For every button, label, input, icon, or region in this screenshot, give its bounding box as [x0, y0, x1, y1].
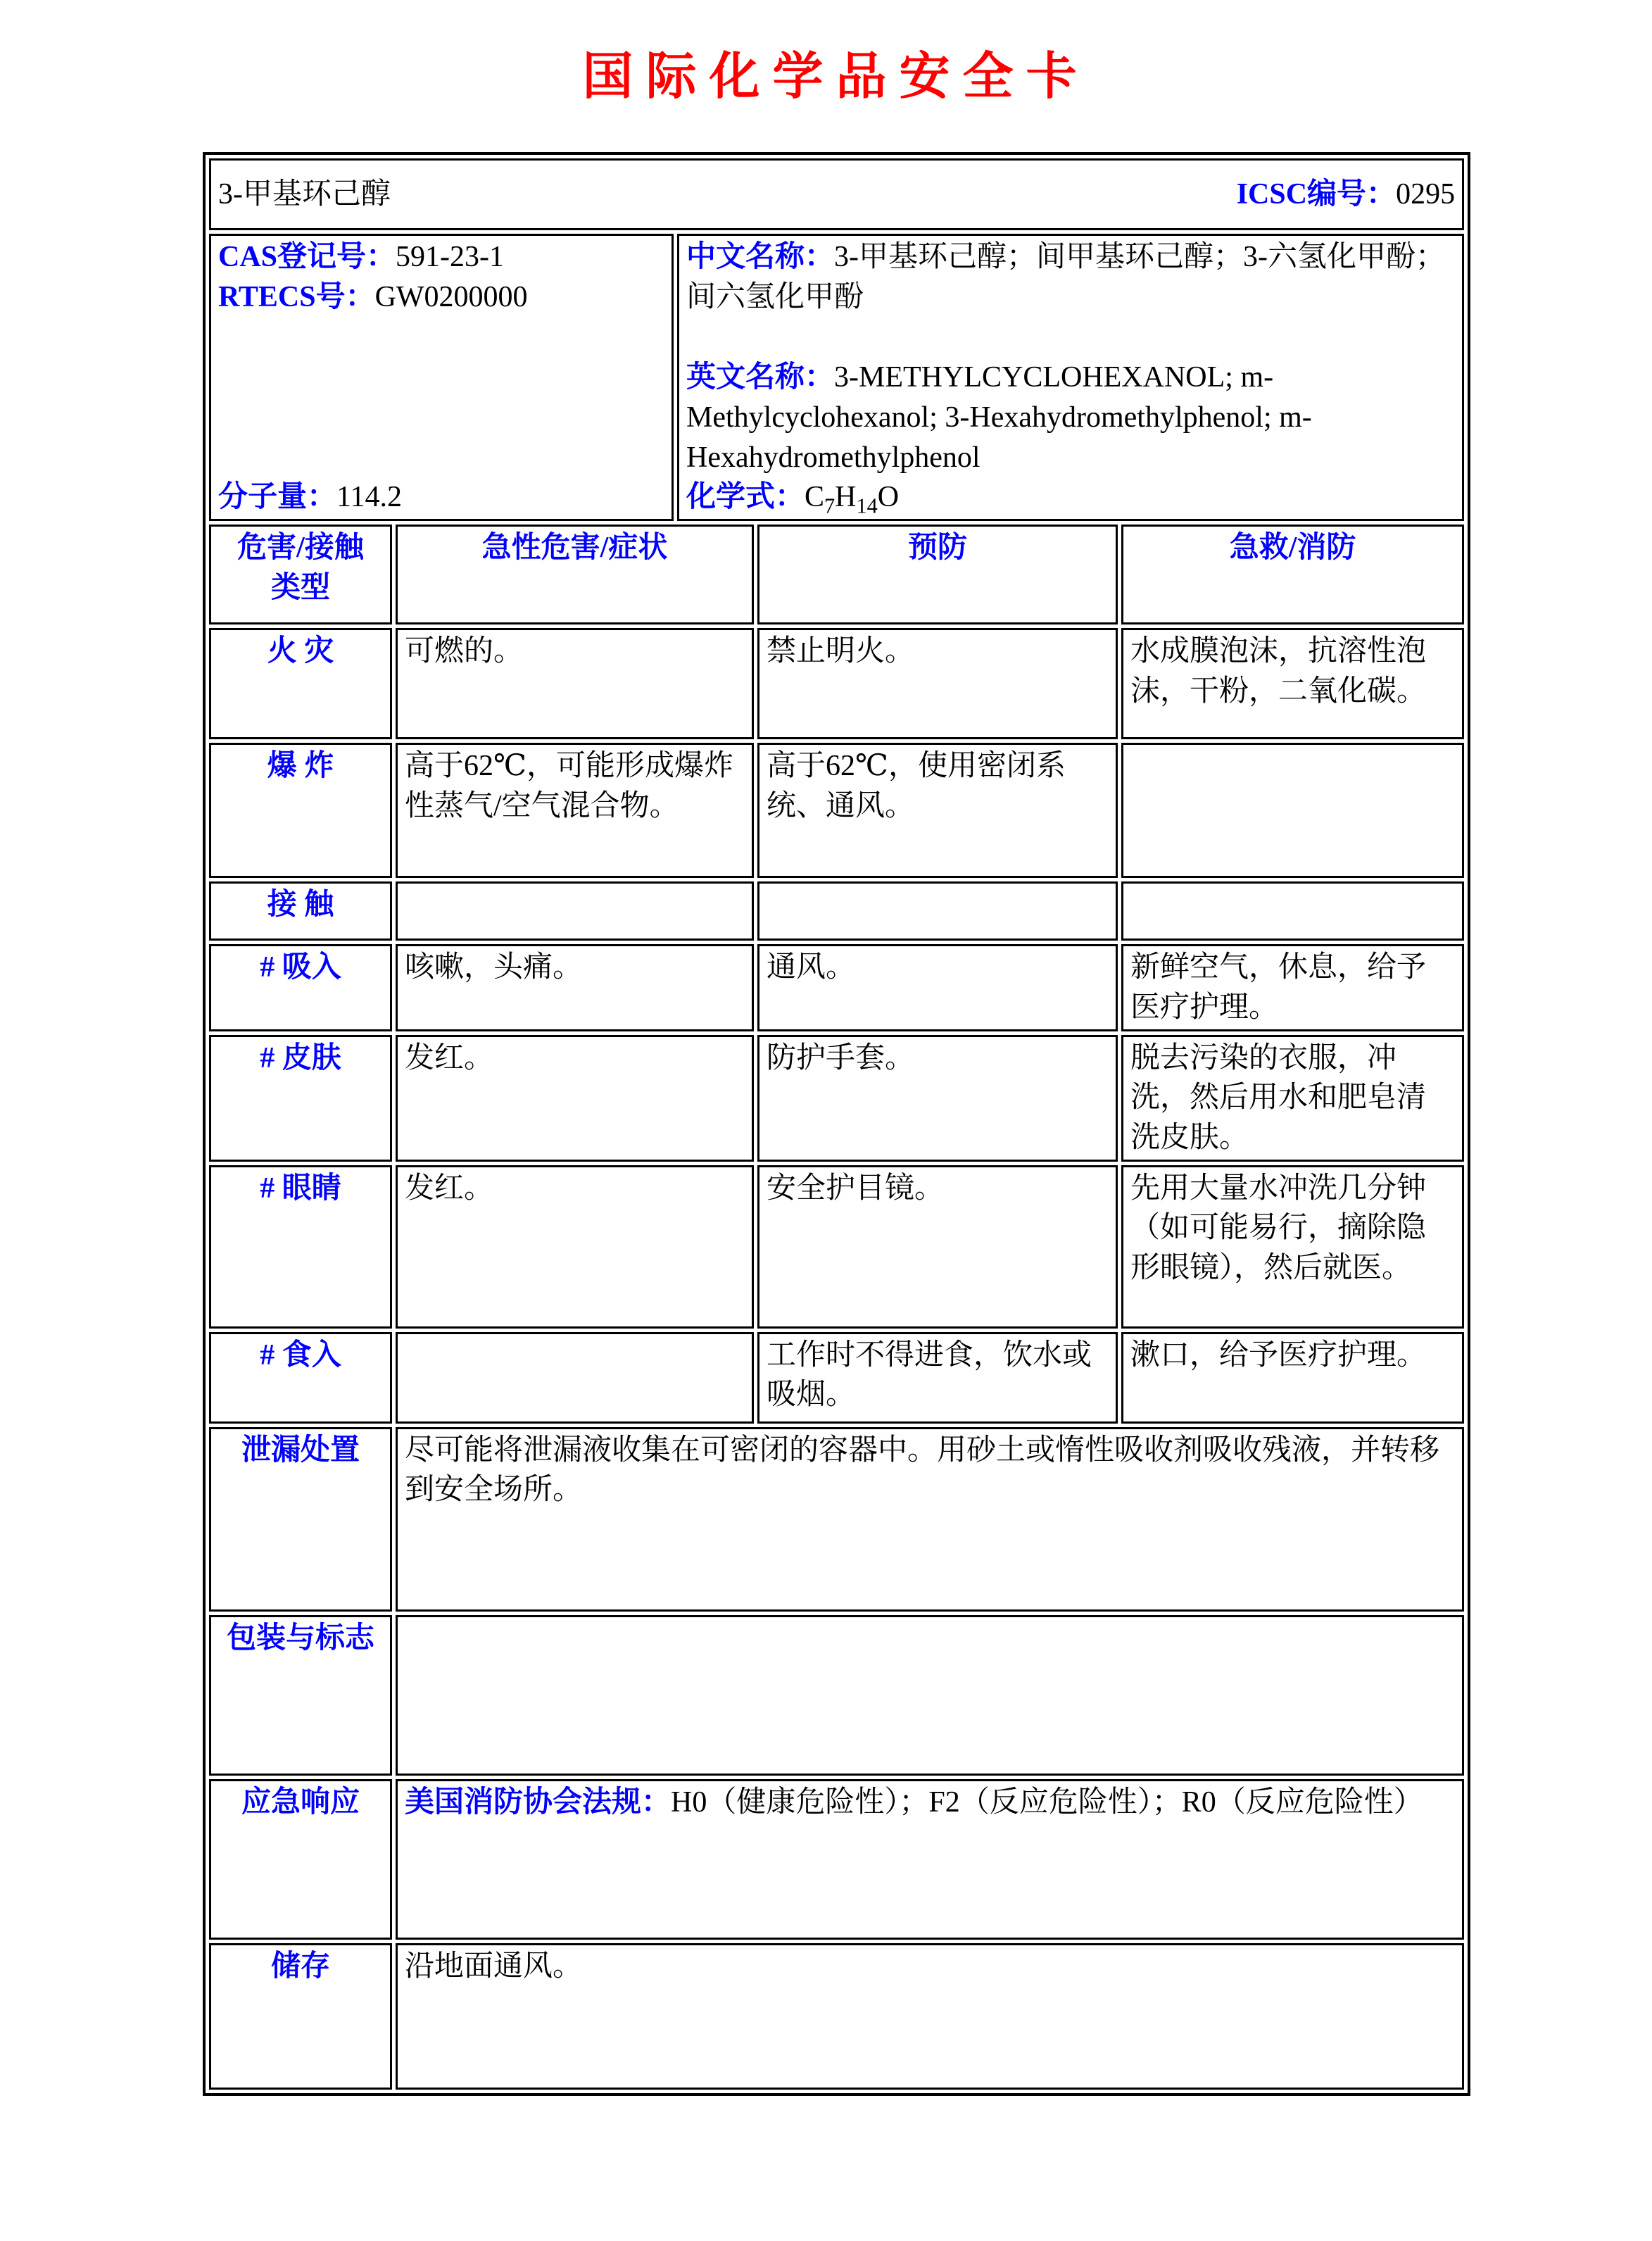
cell-inhalation-symptoms: 咳嗽，头痛。 [396, 944, 754, 1031]
rtecs-value: GW0200000 [374, 280, 528, 313]
nfpa-codes: H0（健康危险性）；F2（反应危险性）；R0（反应危险性） [671, 1785, 1423, 1819]
row-skin-label: # 皮肤 [209, 1035, 392, 1162]
row-ingestion-label: # 食入 [209, 1332, 392, 1424]
header-prevention: 预防 [757, 525, 1118, 624]
cell-eyes-prevention: 安全护目镜。 [757, 1165, 1118, 1329]
row-spillage-label: 泄漏处置 [209, 1427, 392, 1612]
cell-explosion-firstaid [1121, 743, 1464, 878]
row-emergency-label: 应急响应 [209, 1779, 392, 1940]
header-acute-hazards: 急性危害/症状 [396, 525, 754, 624]
row-fire [209, 628, 1464, 739]
chemical-formula: $C_7H_{14}O$ [805, 481, 900, 518]
cell-inhalation-firstaid: 新鲜空气，休息，给予医疗护理。 [1121, 944, 1464, 1031]
cell-fire-firstaid: 水成膜泡沫，抗溶性泡沫，干粉，二氧化碳。 [1121, 628, 1464, 739]
icsc-number: 0295 [1396, 177, 1456, 211]
row-skin [209, 1035, 1464, 1162]
cell-explosion-prevention: 高于62℃，使用密闭系统、通风。 [757, 743, 1118, 878]
icsc-card-table [203, 152, 1470, 2096]
identification-left-cell [209, 234, 674, 521]
cell-storage-content: 沿地面通风。 [396, 1943, 1464, 2090]
chinese-name-value: 3-甲基环己醇；间甲基环己醇；3-六氢化甲酚；间六氢化甲酚 [686, 241, 1445, 313]
cas-value: 591-23-1 [396, 241, 505, 273]
cell-exposure-prevention [757, 881, 1118, 941]
cell-explosion-symptoms: 高于62℃，可能形成爆炸性蒸气/空气混合物。 [396, 743, 754, 878]
row-emergency [209, 1779, 1464, 1940]
formula-line [686, 477, 1455, 517]
cell-spillage-content: 尽可能将泄漏液收集在可密闭的容器中。用砂土或惰性吸收剂吸收残液，并转移到安全场所。 [396, 1427, 1464, 1612]
spacer [218, 317, 664, 477]
cas-label: CAS登记号： [218, 241, 396, 273]
page-title: 国际化学品安全卡 [582, 49, 1090, 105]
formula-label: 化学式： [686, 481, 805, 514]
row-storage [209, 1943, 1464, 2090]
cell-skin-firstaid: 脱去污染的衣服，冲洗，然后用水和肥皂清洗皮肤。 [1121, 1035, 1464, 1162]
row-exposure-label: 接 触 [209, 881, 392, 941]
identification-right-cell [677, 234, 1464, 521]
cell-ingestion-firstaid: 漱口，给予医疗护理。 [1121, 1332, 1464, 1424]
cell-skin-prevention: 防护手套。 [757, 1035, 1118, 1162]
row-exposure [209, 881, 1464, 941]
header-hazard-type: 危害/接触 类型 [209, 525, 392, 624]
row-spillage [209, 1427, 1464, 1612]
cell-ingestion-symptoms [396, 1332, 754, 1424]
molecular-weight-value: 114.2 [336, 481, 402, 514]
title-row-cell [209, 158, 1464, 230]
row-fire-label: 火 灾 [209, 628, 392, 739]
row-packaging-label: 包装与标志 [209, 1615, 392, 1776]
english-name-block [686, 358, 1455, 477]
icsc-number-group [1237, 175, 1455, 215]
identification-row [209, 234, 1464, 521]
cell-skin-symptoms: 发红。 [396, 1035, 754, 1162]
row-inhalation [209, 944, 1464, 1031]
row-inhalation-label: # 吸入 [209, 944, 392, 1031]
row-eyes-label: # 眼睛 [209, 1165, 392, 1329]
cell-ingestion-prevention: 工作时不得进食，饮水或吸烟。 [757, 1332, 1118, 1424]
icsc-label: ICSC编号： [1236, 177, 1396, 211]
row-storage-label: 储存 [209, 1943, 392, 2090]
row-explosion-label: 爆 炸 [209, 743, 392, 878]
molecular-weight-label: 分子量： [218, 481, 337, 514]
chinese-name-block [686, 237, 1455, 317]
cell-exposure-symptoms [396, 881, 754, 941]
chinese-name-label: 中文名称： [686, 241, 835, 273]
cell-exposure-firstaid [1121, 881, 1464, 941]
row-explosion [209, 743, 1464, 878]
chemical-name: 3-甲基环己醇 [218, 177, 391, 211]
title-row [209, 158, 1464, 230]
rtecs-label: RTECS号： [218, 280, 375, 313]
cas-line [218, 237, 664, 277]
molecular-weight-line [218, 477, 664, 517]
cell-fire-symptoms: 可燃的。 [396, 628, 754, 739]
row-ingestion [209, 1332, 1464, 1424]
cell-eyes-firstaid: 先用大量水冲洗几分钟（如可能易行，摘除隐形眼镜），然后就医。 [1121, 1165, 1464, 1329]
cell-eyes-symptoms: 发红。 [396, 1165, 754, 1329]
english-name-value: 3-METHYLCYCLOHEXANOL; m-Methylcyclohexanol; 3-Hexahydromethylphenol; m-Hexahydromethylphenol [686, 361, 1312, 474]
cell-inhalation-prevention: 通风。 [757, 944, 1118, 1031]
icsc-document [203, 35, 1469, 2096]
cell-fire-prevention: 禁止明火。 [757, 628, 1118, 739]
header-first-aid: 急救/消防 [1121, 525, 1464, 624]
cell-packaging-content [396, 1615, 1464, 1776]
hazard-header-row [209, 525, 1464, 624]
rtecs-line [218, 277, 664, 318]
english-name-label: 英文名称： [686, 361, 835, 394]
nfpa-label: 美国消防协会法规： [405, 1785, 671, 1819]
row-eyes [209, 1165, 1464, 1329]
row-packaging [209, 1615, 1464, 1776]
cell-emergency-content [396, 1779, 1464, 1940]
